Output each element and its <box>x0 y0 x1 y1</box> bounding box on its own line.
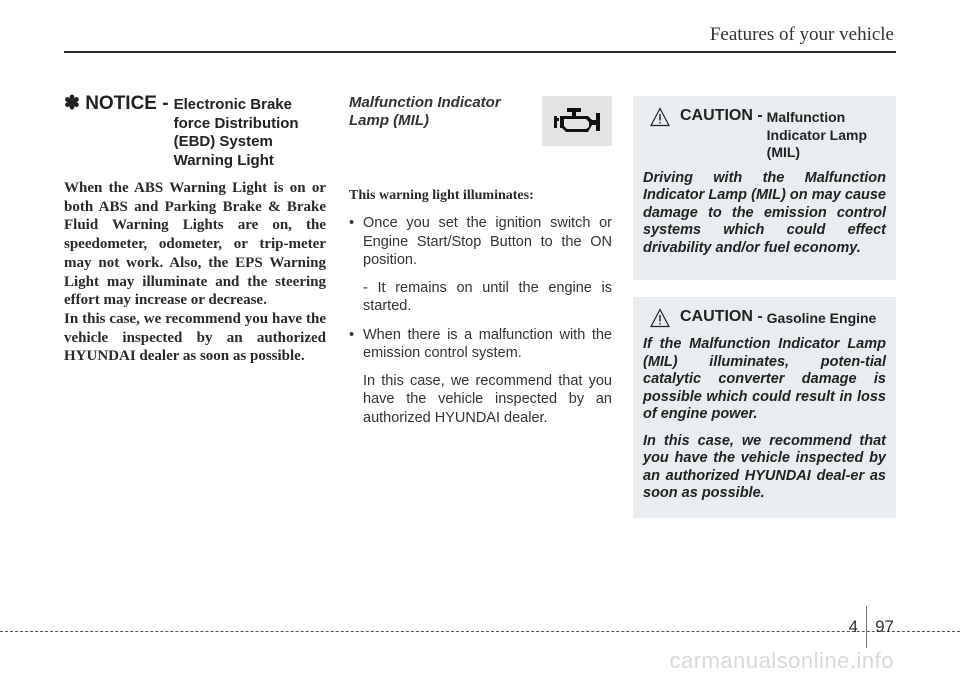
bullet-dot: • <box>349 326 355 343</box>
caution-paragraph: In this case, we recommend that you have the vehicle inspected by an authorized HYUNDAI deal-er as soon as possible. <box>643 432 886 501</box>
notice-paragraph: In this case, we recommend you have the vehicle inspected by an authorized HYUNDAI dealer as soon as possible. <box>64 310 326 365</box>
notice-label: ✽ NOTICE - <box>64 93 169 114</box>
notice-heading <box>64 94 326 170</box>
caution-body <box>643 170 886 258</box>
mil-title: Malfunction Indicator Lamp (MIL) <box>349 94 501 129</box>
warning-triangle-icon <box>650 107 670 127</box>
header-rule <box>64 51 896 53</box>
notice-section <box>64 94 326 366</box>
bullet-subparagraph: In this case, we recommend that you have the vehicle inspected by an authorized HYUNDAI dealer. <box>363 372 612 426</box>
page-header-title: Features of your vehicle <box>709 24 894 45</box>
caution-title: Malfunction Indicator Lamp (MIL) <box>766 109 868 160</box>
mil-subtitle: This warning light illuminates: <box>349 188 534 203</box>
warning-triangle-icon <box>650 308 670 328</box>
footer-rule <box>0 631 960 632</box>
caution-paragraph: Driving with the Malfunction Indicator Lamp (MIL) on may cause damage to the emission control systems which could effect drivability and/or fuel economy. <box>643 169 886 256</box>
list-item <box>349 214 612 270</box>
caution-paragraph: If the Malfunction Indicator Lamp (MIL) illuminates, poten-tial catalytic converter damage is possible which could result in loss of engine power. <box>643 336 886 422</box>
watermark: carmanualsonline.info <box>669 648 894 673</box>
bullet-subparagraph: - It remains on until the engine is started. <box>363 279 612 314</box>
engine-check-icon <box>542 96 612 146</box>
bullet-text: When there is a malfunction with the emission control system. <box>363 326 612 361</box>
list-item <box>349 326 612 363</box>
caution-label: CAUTION - <box>680 308 763 325</box>
caution-heading <box>643 307 886 328</box>
caution-title: Gasoline Engine <box>766 310 877 326</box>
bullet-text: Once you set the ignition switch or Engine Start/Stop Button to the ON position. <box>363 215 612 268</box>
caution-box-mil <box>633 96 896 280</box>
bullet-dot: • <box>349 215 355 231</box>
page-number <box>849 606 894 648</box>
caution-label: CAUTION - <box>680 107 763 124</box>
caution-body <box>643 336 886 503</box>
page-number-value: 97 <box>875 617 894 636</box>
notice-paragraph: When the ABS Warning Light is on or both ABS and Parking Brake & Brake Fluid Warning Lights are on, the speedometer, odometer, or trip-meter may not work. Also, the EPS Warning Light may illuminate and the steering effort may increase or decrease. <box>64 180 326 309</box>
caution-box-gasoline <box>633 297 896 518</box>
chapter-number: 4 <box>848 617 859 636</box>
notice-title: Electronic Brake force Distribution (EBD) System Warning Light <box>173 96 299 169</box>
caution-heading <box>643 106 886 162</box>
page-number-divider <box>866 606 867 648</box>
notice-body <box>64 179 326 366</box>
mil-section <box>349 94 612 427</box>
